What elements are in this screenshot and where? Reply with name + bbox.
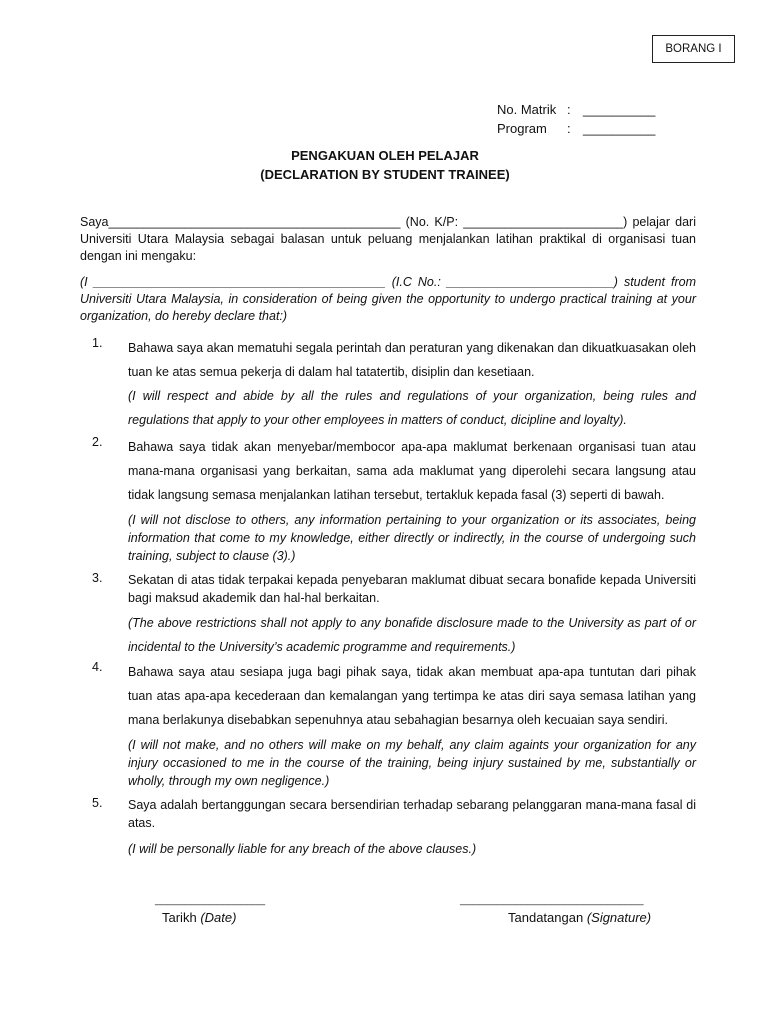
clause-text-malay: Saya adalah bertanggungan secara bersendirian terhadap sebarang pelanggaran mana-mana fasal di atas. <box>128 798 696 830</box>
clause-text-malay: Bahawa saya atau sesiapa juga bagi pihak saya, tidak akan membuat apa-apa tuntutan dari pihak tuan atas apa-apa kecederaan dan kemalangan yang tertimpa ke atas diri saya semasa latihan yang mana berlakunya disebabkan sepenuhnya atau sebahagian besarnya oleh kecuaian saya sendiri. <box>128 665 696 727</box>
date-label-malay: Tarikh <box>162 910 197 925</box>
meta-colon: : <box>567 121 571 136</box>
clause-text-english: (The above restrictions shall not apply to any bonafide disclosure made to the University as part of or incidental to the University’s academic programme and requirements.) <box>128 616 696 654</box>
clause-text-english: (I will respect and abide by all the rules and regulations of your organization, being rules and regulations that apply to your other employees in matters of conduct, dicipline and loyalty). <box>128 389 696 427</box>
clause-number: 4. <box>92 660 103 674</box>
date-label-english: (Date) <box>200 910 237 925</box>
clause-text-english: (I will not disclose to others, any information pertaining to your organization or its associates, being information that come to my knowledge, either directly or indirectly, in the course of undergoing such training, subject to clause (3).) <box>128 513 696 563</box>
meta-row-program <box>497 119 655 138</box>
meta-row-matrik <box>497 100 655 119</box>
title-english: (DECLARATION BY STUDENT TRAINEE) <box>260 167 510 182</box>
clause-number: 3. <box>92 571 103 585</box>
student-meta <box>497 100 655 138</box>
meta-value-blank: __________ <box>583 102 656 117</box>
title-malay: PENGAKUAN OLEH PELAJAR <box>291 148 479 163</box>
clause-number: 2. <box>92 435 103 449</box>
clause-text-malay: Bahawa saya akan mematuhi segala perintah dan peraturan yang dikenakan dan dikuatkuasakan oleh tuan ke atas semua pekerja di dalam hal tatatertib, disiplin dan kesetiaan. <box>128 341 696 379</box>
signature-line: ______________________________ <box>460 894 644 906</box>
meta-label: Program <box>497 121 547 136</box>
signature-label-english: (Signature) <box>586 910 652 925</box>
meta-value-blank: __________ <box>583 121 656 136</box>
clause-text-malay: Sekatan di atas tidak terpakai kepada penyebaran maklumat dibuat secara bonafide kepada Universiti bagi maksud akademik dan hal-hal berkaitan. <box>128 573 696 605</box>
clause-number: 5. <box>92 796 103 810</box>
signature-label-malay: Tandatangan <box>508 910 584 925</box>
clause-text-english: (I will be personally liable for any breach of the above clauses.) <box>128 842 477 856</box>
intro-malay: Saya__________________________________________ (No. K/P: _______________________) pelajar dari Universiti Utara Malaysia sebagai balasan untuk peluang menjalankan latihan praktikal di organisasi tuan dengan ini mengaku: <box>80 215 696 263</box>
meta-label: No. Matrik <box>497 102 557 117</box>
clause-text-english: (I will not make, and no others will make on my behalf, any claim againts your organization for any injury occasioned to me in the course of the training, being injury sustained by me, substantially or wholly, through my own negligence.) <box>128 738 696 788</box>
clause-text-malay: Bahawa saya tidak akan menyebar/membocor apa-apa maklumat berkenaan organisasi tuan atau mana-mana organisasi yang berkaitan, sama ada maklumat yang diperolehi secara langsung atau tidak langsung semasa menjalankan latihan tersebut, tertakluk kepada fasal (3) seperti di bawah. <box>128 440 696 502</box>
date-label <box>162 910 236 925</box>
signature-label <box>508 910 651 925</box>
intro-english: (I __________________________________________ (I.C No.: ________________________) student from Universiti Utara Malaysia, in consideration of being given the opportunity to undergo practical training at your organization, do hereby declare that:) <box>80 275 696 323</box>
clause-number: 1. <box>92 336 103 350</box>
form-tag-label: BORANG I <box>665 43 722 55</box>
meta-colon: : <box>567 102 571 117</box>
date-line: __________________ <box>155 894 266 906</box>
form-tag-box <box>652 35 735 63</box>
